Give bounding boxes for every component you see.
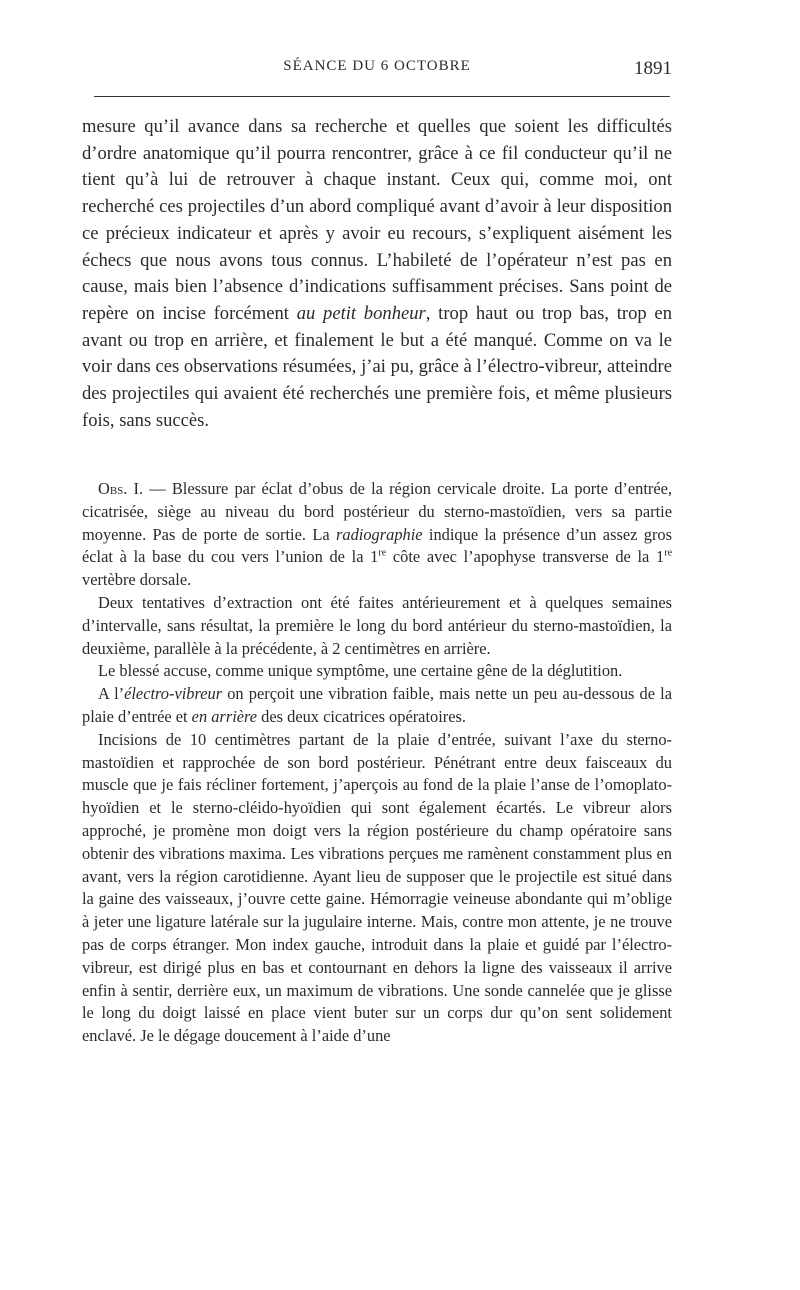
obs-p1-sup1: re: [378, 547, 387, 559]
intro-italic: au petit bonheur: [296, 302, 426, 324]
observation-block: [82, 478, 672, 1048]
obs-paragraph-4: [82, 683, 672, 729]
running-header: [82, 58, 672, 82]
obs-p4-italic-1: électro-vibreur: [124, 684, 223, 704]
obs-paragraph-2: Deux tentatives d’extraction ont été faites antérieurement et à quelques semaines d’intervalle, sans résultat, la première le long du bord antérieur du sterno-mastoïdien, la deuxième, parallèle à la précédente, à 2 centimètres en arrière.: [82, 592, 672, 658]
intro-text-a: mesure qu’il avance dans sa recherche et quelles que soient les difficultés d’ordre anatomique qu’il pourra rencontrer, grâce à ce fil conducteur qu’il ne tient qu’à lui de retrouver à chaque instant. Ceux qui, comme moi, ont recherché ces projectiles d’un abord compliqué avant d’avoir à leur disposition ce précieux indicateur et après y avoir eu recours, s’expliquent aisément les échecs que nous avons tous connus. L’habileté de l’opérateur n’est pas en cause, mais bien l’absence d’indications suffisamment précises. Sans point de repère on incise forcément: [82, 116, 672, 324]
obs-p1-c: côte avec l’apophyse transverse de la 1: [386, 547, 665, 567]
obs-p1-a: — Blessure par éclat d’obus de la région cervicale droite. La porte d’entrée, cicatrisée, siège au niveau du bord postérieur du sterno-mastoïdien, vers sa partie moyenne. Pas de porte de sortie. La: [82, 479, 672, 544]
page-number: 1891: [634, 58, 672, 79]
intro-text-b: , trop haut ou trop bas, trop en avant ou trop en arrière, et finalement le but a été manqué. Comme on va le voir dans ces observations résumées, j’ai pu, grâce à l’électro-vibreur, atteindre des projectiles qui avaient été recherchés une première fois, et même plusieurs fois, sans succès.: [82, 302, 672, 431]
obs-label: Obs. I.: [98, 479, 144, 498]
intro-text: [82, 114, 672, 434]
obs-p1-italic: radiographie: [336, 524, 423, 544]
obs-p4-a: A l’: [98, 684, 125, 704]
obs-p1-d: vertèbre dorsale.: [82, 570, 192, 590]
obs-paragraph-5: Incisions de 10 centimètres partant de la plaie d’entrée, suivant l’axe du sterno-mastoïdien et rapprochée de son bord postérieur. Pénétrant entre deux faisceaux du muscle que je fais récliner fortement, j’aperçois au fond de la plaie l’anse de l’omoplato-hyoïdien et le sterno-cléido-hyoïdien qui sont également écartés. Le vibreur alors approché, je promène mon doigt vers la région postérieure du champ opératoire sans obtenir des vibrations maxima. Les vibrations perçues me ramènent constamment plus en avant, vers la région carotidienne. Ayant lieu de supposer que le projectile est situé dans la gaine des vaisseaux, j’ouvre cette gaine. Hémorragie veineuse abondante qui m’oblige à jeter une ligature latérale sur la jugulaire interne. Mais, contre mon attente, je ne trouve pas de corps étranger. Mon index gauche, introduit dans la plaie et guidé par l’électro-vibreur, est dirigé plus en bas et contournant en dehors la ligne des vaisseaux il arrive enfin à sentir, derrière eux, un maximum de vibrations. Une sonde cannelée que je glisse le long du doigt laissé en place vient buter sur un corps dur qu’on sent solidement enclavé. Je le dégage doucement à l’aide d’une: [82, 729, 672, 1046]
intro-paragraph: [82, 114, 672, 434]
obs-p4-c: des deux cicatrices opératoires.: [257, 706, 466, 726]
obs-paragraph-1: [82, 478, 672, 592]
header-rule: [94, 96, 670, 97]
obs-p4-b: on perçoit une vibration faible, mais nette un peu au-dessous de la plaie d’entrée et: [82, 684, 672, 726]
obs-paragraph-3: Le blessé accuse, comme unique symptôme, une certaine gêne de la déglutition.: [98, 661, 623, 681]
header-title: SÉANCE DU 6 OCTOBRE: [283, 58, 471, 74]
obs-p1-b: indique la présence d’un assez gros éclat à la base du cou vers l’union de la 1: [82, 524, 672, 567]
obs-p4-italic-2: en arrière: [191, 706, 258, 726]
obs-p1-sup2: re: [664, 547, 673, 559]
